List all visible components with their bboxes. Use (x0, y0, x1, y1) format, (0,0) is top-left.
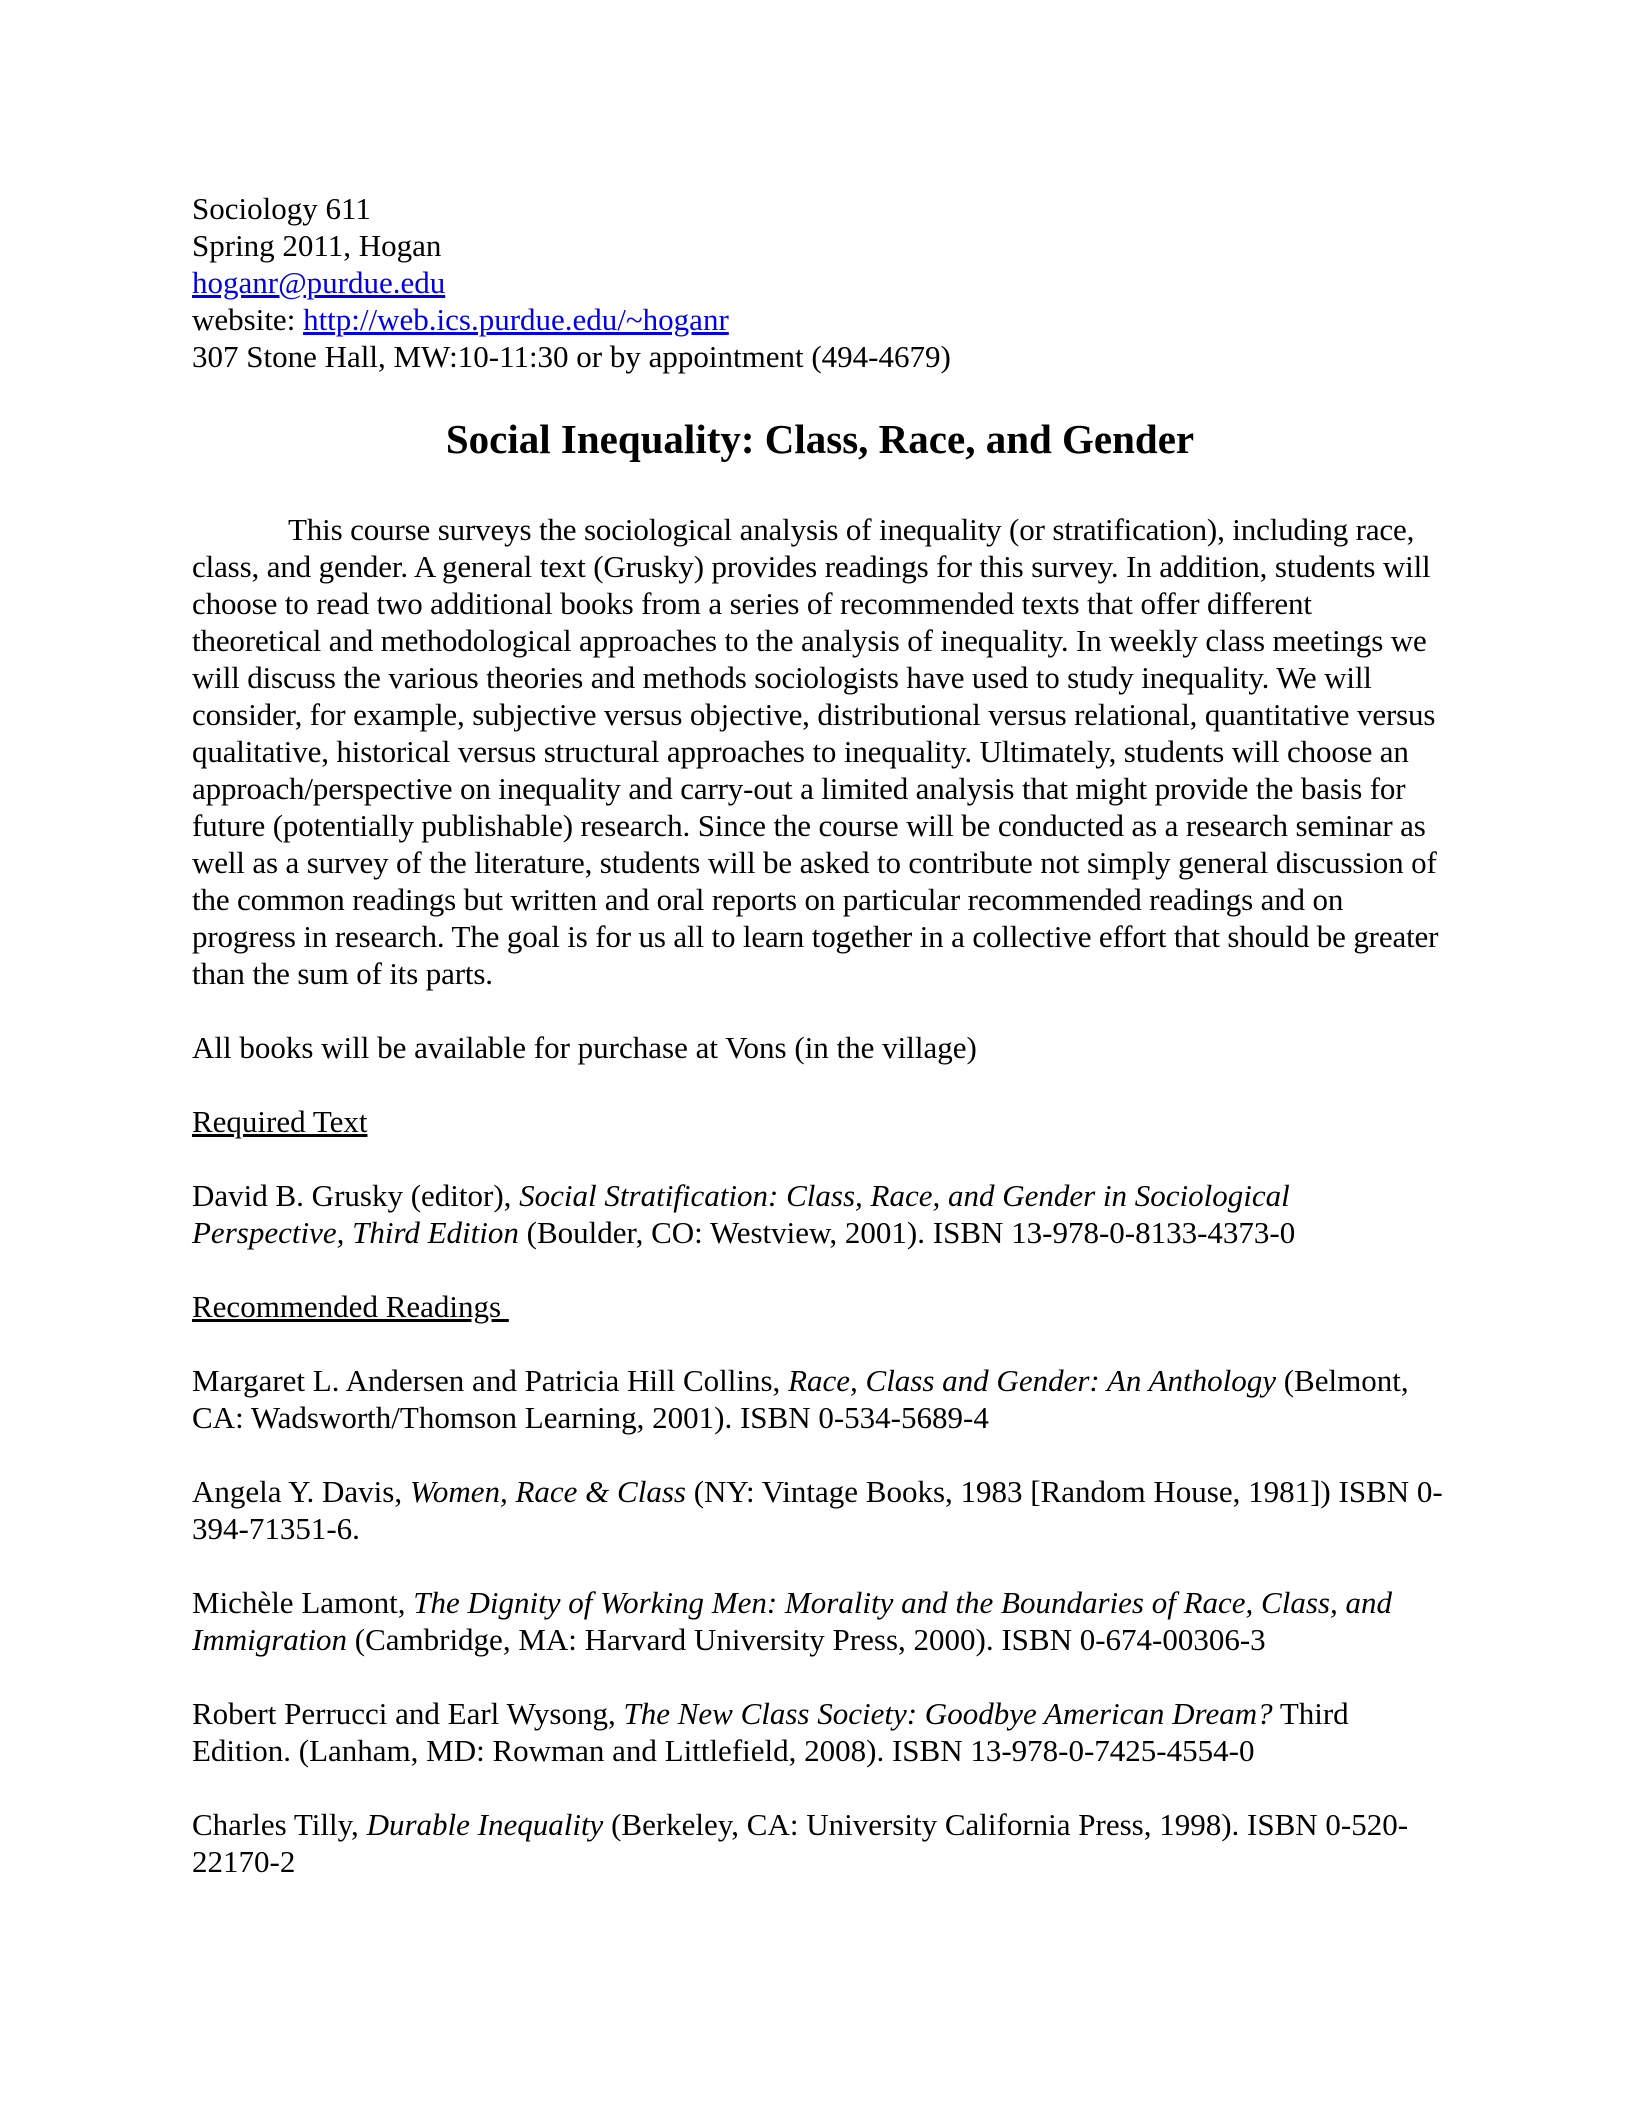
reference-details: Third Edition. (Lanham, MD: Rowman and Littlefield, 2008). ISBN 13-978-0-7425-4554-0 (192, 1696, 1349, 1768)
reference-details: (NY: Vintage Books, 1983 [Random House, 1981]) ISBN 0-394-71351-6. (192, 1474, 1443, 1546)
course-header (192, 190, 1448, 375)
reference-authors: David B. Grusky (editor), (192, 1178, 520, 1213)
reference-title: The Dignity of Working Men: Morality and the Boundaries of Race, Class, and Immigration (192, 1585, 1392, 1657)
reference-authors: Michèle Lamont, (192, 1585, 414, 1620)
course-number: Sociology 611 (192, 191, 371, 226)
recommended-readings-heading: Recommended Readings (192, 1289, 509, 1324)
office-hours: 307 Stone Hall, MW:10-11:30 or by appointment (494-4679) (192, 339, 951, 374)
recommended-reference (192, 1584, 1448, 1658)
reference-authors: Robert Perrucci and Earl Wysong, (192, 1696, 624, 1731)
recommended-reference (192, 1473, 1448, 1547)
syllabus-page (192, 190, 1448, 1880)
reference-details: (Belmont, CA: Wadsworth/Thomson Learning, 2001). ISBN 0-534-5689-4 (192, 1363, 1409, 1435)
course-term: Spring 2011, Hogan (192, 228, 442, 263)
reference-title: Social Stratification: Class, Race, and Gender in Sociological Perspective, Third Edition (192, 1178, 1290, 1250)
reference-authors: Margaret L. Andersen and Patricia Hill Collins, (192, 1363, 789, 1398)
website-link[interactable]: http://web.ics.purdue.edu/~hoganr (303, 302, 729, 337)
reference-details: (Boulder, CO: Westview, 2001). ISBN 13-978-0-8133-4373-0 (518, 1215, 1296, 1250)
reference-details: (Cambridge, MA: Harvard University Press, 2000). ISBN 0-674-00306-3 (347, 1622, 1266, 1657)
reference-details: (Berkeley, CA: University California Press, 1998). ISBN 0-520-22170-2 (192, 1807, 1409, 1879)
reference-title: Durable Inequality (366, 1807, 604, 1842)
website-line (192, 301, 1448, 338)
website-label: website: (192, 302, 304, 337)
course-title: Social Inequality: Class, Race, and Gender (445, 416, 1195, 462)
reference-title: Women, Race & Class (409, 1474, 686, 1509)
reference-title: The New Class Society: Goodbye American Dream? (623, 1696, 1273, 1731)
required-reference (192, 1177, 1448, 1251)
course-description: This course surveys the sociological analysis of inequality (or stratification), including race, class, and gender. A general text (Grusky) provides readings for this survey. In addition, students will choose to read two additional books from a series of recommended texts that offer different theoretical and methodological approaches to the analysis of inequality. In weekly class meetings we will discuss the various theories and methods sociologists have used to study inequality. We will consider, for example, subjective versus objective, distributional versus relational, quantitative versus qualitative, historical versus structural approaches to inequality. Ultimately, students will choose an approach/perspective on inequality and carry-out a limited analysis that might provide the basis for future (potentially publishable) research. Since the course will be conducted as a research seminar as well as a survey of the literature, students will be asked to contribute not simply general discussion of the common readings but written and oral reports on particular recommended readings and on progress in research. The goal is for us all to learn together in a collective effort that should be greater than the sum of its parts. (192, 512, 1439, 991)
email-line (192, 264, 1448, 301)
reference-authors: Charles Tilly, (192, 1807, 367, 1842)
recommended-reference (192, 1806, 1448, 1880)
required-text-heading: Required Text (192, 1104, 368, 1139)
books-availability-note: All books will be available for purchase at Vons (in the village) (192, 1030, 977, 1065)
recommended-reference (192, 1362, 1448, 1436)
reference-title: Race, Class and Gender: An Anthology (788, 1363, 1276, 1398)
reference-authors: Angela Y. Davis, (192, 1474, 410, 1509)
email-link[interactable]: hoganr@purdue.edu (192, 265, 446, 300)
recommended-reference (192, 1695, 1448, 1769)
